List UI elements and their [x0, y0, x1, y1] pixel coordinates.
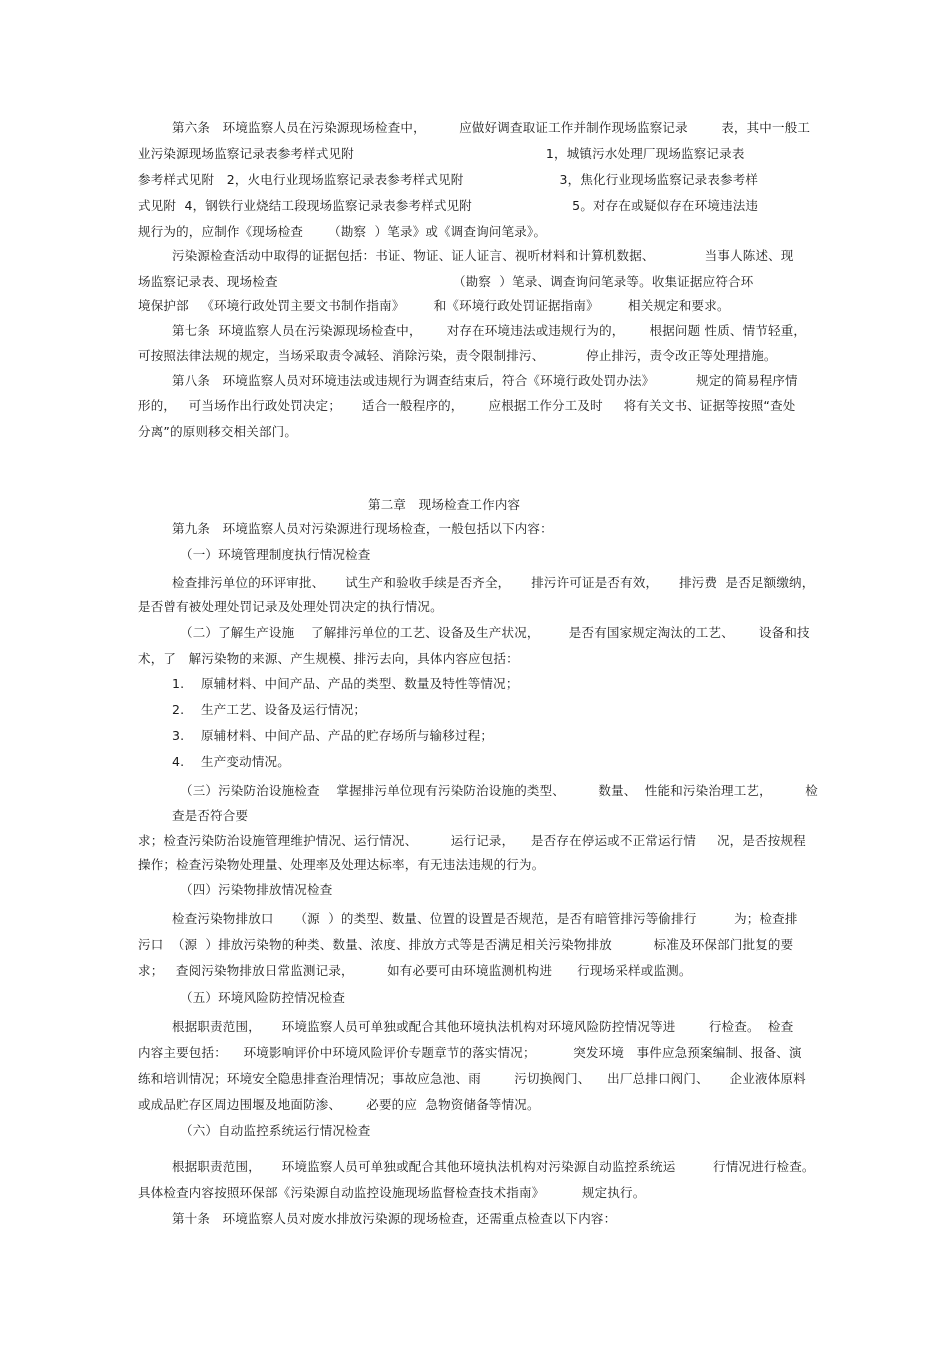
text-line: 可按照法律法规的规定，当场采取责令减轻、消除污染，责令限制排污、 停止排污，责令改正等处理措施。 [138, 348, 777, 363]
text-line: 检查污染物排放口 （源 ）的类型、数量、位置的设置是否规范，是否有暗管排污等偷排行 为；检查排 [172, 911, 798, 926]
text-line: 境保护部 《环境行政处罚主要文书制作指南》 和《环境行政处罚证据指南》 相关规定和要求。 [138, 298, 730, 313]
text-line: 污染源检查活动中取得的证据包括：书证、物证、证人证言、视听材料和计算机数据、 当事人陈述、现 [172, 248, 794, 263]
text-line: 式见附 4，钢铁行业烧结工段现场监察记录表参考样式见附 5。对存在或疑似存在环境违法违 [138, 198, 759, 213]
text-line: 3. 原辅材料、中间产品、产品的贮存场所与输移过程； [172, 728, 494, 743]
text-line: 操作；检查污染物处理量、处理率及处理达标率，有无违法违规的行为。 [138, 857, 545, 872]
text-line: 4. 生产变动情况。 [172, 754, 290, 769]
text-line: 术，了 解污染物的来源、产生规模、排污去向，具体内容应包括： [138, 651, 519, 666]
text-line: 根据职责范围， 环境监察人员可单独或配合其他环境执法机构对污染源自动监控系统运 行情况进行检查。 [172, 1159, 815, 1174]
text-line: （四）污染物排放情况检查 [180, 882, 333, 897]
text-line: 第六条 环境监察人员在污染源现场检查中， 应做好调查取证工作并制作现场监察记录 表，其中一般工 [172, 120, 811, 135]
text-line: 第七条 环境监察人员在污染源现场检查中， 对存在环境违法或违规行为的， 根据问题 性质、情节轻重， [172, 323, 807, 338]
text-line: 第十条 环境监察人员对废水排放污染源的现场检查，还需重点检查以下内容： [172, 1211, 617, 1226]
text-line: 第二章 现场检查工作内容 [368, 497, 521, 512]
text-line: （一）环境管理制度执行情况检查 [180, 547, 371, 562]
text-line: （二）了解生产设施 了解排污单位的工艺、设备及生产状况， 是否有国家规定淘汰的工艺、 设备和技 [180, 625, 810, 640]
text-line: 1. 原辅材料、中间产品、产品的类型、数量及特性等情况； [172, 676, 519, 691]
text-line: 第九条 环境监察人员对污染源进行现场检查，一般包括以下内容： [172, 521, 553, 536]
text-line: （三）污染防治设施检查 掌握排污单位现有污染防治设施的类型、 数量、 性能和污染治理工艺， 检 [180, 783, 818, 798]
text-line: （六）自动监控系统运行情况检查 [180, 1123, 371, 1138]
text-line: 场监察记录表、现场检查 （勘察 ）笔录、调查询问笔录等。收集证据应符合环 [138, 274, 754, 289]
text-line: 业污染源现场监察记录表参考样式见附 1，城镇污水处理厂现场监察记录表 [138, 146, 745, 161]
text-line: 分离”的原则移交相关部门。 [138, 424, 298, 439]
text-line: 2. 生产工艺、设备及运行情况； [172, 702, 367, 717]
text-line: 污口 （源 ）排放污染物的种类、数量、浓度、排放方式等是否满足相关污染物排放 标准及环保部门批复的要 [138, 937, 794, 952]
text-line: 第八条 环境监察人员对环境违法或违规行为调查结束后，符合《环境行政处罚办法》 规定的简易程序情 [172, 373, 798, 388]
text-line: 根据职责范围， 环境监察人员可单独或配合其他环境执法机构对环境风险防控情况等进 行检查。 检查 [172, 1019, 794, 1034]
text-line: 内容主要包括： 环境影响评价中环境风险评价专题章节的落实情况； 突发环境 事件应急预案编制、报备、演 [138, 1045, 802, 1060]
text-line: 形的， 可当场作出行政处罚决定； 适合一般程序的， 应根据工作分工及时 将有关文书、证据等按照“查处 [138, 398, 796, 413]
text-line: 检查排污单位的环评审批、 试生产和验收手续是否齐全， 排污许可证是否有效， 排污费 是否足额缴纳， [172, 575, 815, 590]
text-line: 求；检查污染防治设施管理维护情况、运行情况、 运行记录， 是否存在停运或不正常运行情 况，是否按规程 [138, 833, 806, 848]
text-line: 规行为的，应制作《现场检查 （勘察 ）笔录》或《调查询问笔录》。 [138, 224, 547, 239]
text-line: 求； 查阅污染物排放日常监测记录， 如有必要可由环境监测机构进 行现场采样或监测。 [138, 963, 692, 978]
text-line: 或成品贮存区周边围堰及地面防渗、 必要的应 急物资储备等情况。 [138, 1097, 540, 1112]
text-line: 参考样式见附 2，火电行业现场监察记录表参考样式见附 3，焦化行业现场监察记录表参考样 [138, 172, 759, 187]
text-line: 具体检查内容按照环保部《污染源自动监控设施现场监督检查技术指南》 规定执行。 [138, 1185, 646, 1200]
text-line: 是否曾有被处理处罚记录及处理处罚决定的执行情况。 [138, 599, 443, 614]
text-line: （五）环境风险防控情况检查 [180, 990, 346, 1005]
text-line: 查是否符合要 [172, 808, 249, 823]
text-line: 练和培训情况；环境安全隐患排查治理情况；事故应急池、雨 污切换阀门、 出厂总排口阀门、 企业液体原料 [138, 1071, 806, 1086]
